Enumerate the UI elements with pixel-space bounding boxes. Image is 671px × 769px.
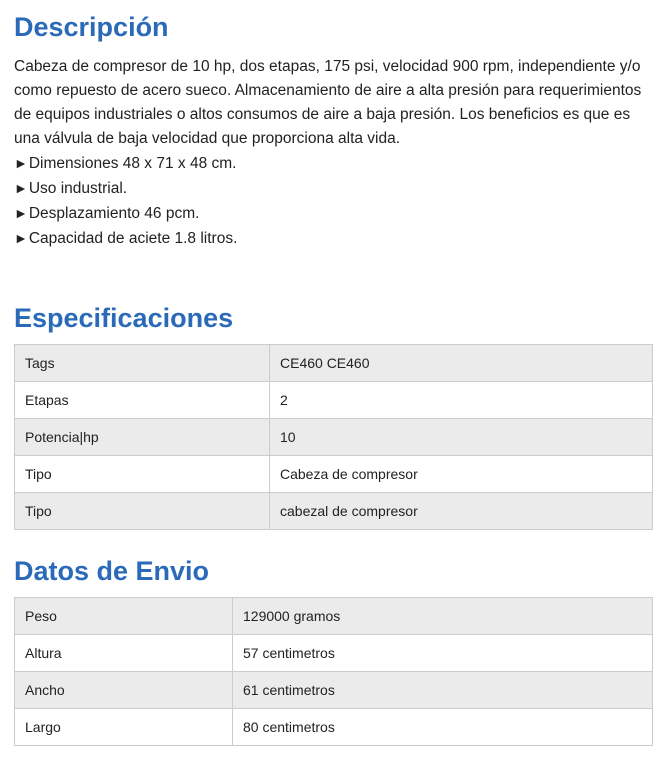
shipping-key: Ancho (15, 672, 233, 709)
spec-key: Etapas (15, 382, 270, 419)
spec-key: Tags (15, 345, 270, 382)
feature-text: Uso industrial. (28, 180, 128, 197)
table-row (15, 635, 653, 672)
feature-text: Capacidad de aciete 1.8 litros. (28, 230, 238, 247)
shipping-key: Peso (15, 598, 233, 635)
spec-value: CE460 CE460 (270, 345, 653, 382)
specifications-title: Especificaciones (14, 303, 234, 333)
feature-text: Dimensiones 48 x 71 x 48 cm. (28, 155, 237, 172)
table-row (15, 456, 653, 493)
spec-value: Cabeza de compresor (270, 456, 653, 493)
triangle-bullet-icon: ► (14, 205, 28, 221)
list-item (14, 176, 659, 201)
table-row (15, 709, 653, 746)
triangle-bullet-icon: ► (14, 180, 28, 196)
spec-key: Tipo (15, 456, 270, 493)
table-row (15, 419, 653, 456)
list-item (14, 226, 659, 251)
spec-value: 10 (270, 419, 653, 456)
feature-text: Desplazamiento 46 pcm. (28, 205, 200, 222)
list-item (14, 151, 659, 176)
spec-value: 2 (270, 382, 653, 419)
triangle-bullet-icon: ► (14, 155, 28, 171)
description-paragraph: Cabeza de compresor de 10 hp, dos etapas, 175 psi, velocidad 900 rpm, independiente y/o como repuesto de acero sueco. Almacenamiento de aire a alta presión para requerimientos de equipos industriales o altos consumos de aire a baja presión. Los beneficios es que es una válvula de baja velocidad que proporciona alta vida. (14, 58, 642, 147)
shipping-title: Datos de Envio (14, 556, 210, 586)
spec-key: Tipo (15, 493, 270, 530)
shipping-key: Largo (15, 709, 233, 746)
spec-key: Potencia|hp (15, 419, 270, 456)
shipping-value: 57 centimetros (233, 635, 653, 672)
table-row (15, 382, 653, 419)
shipping-table (14, 597, 653, 746)
shipping-value: 80 centimetros (233, 709, 653, 746)
description-body (14, 55, 659, 251)
shipping-key: Altura (15, 635, 233, 672)
shipping-value: 129000 gramos (233, 598, 653, 635)
table-row (15, 672, 653, 709)
triangle-bullet-icon: ► (14, 230, 28, 246)
table-row (15, 493, 653, 530)
table-row (15, 345, 653, 382)
spec-value: cabezal de compresor (270, 493, 653, 530)
specifications-table (14, 344, 653, 530)
description-title: Descripción (14, 12, 169, 42)
list-item (14, 201, 659, 226)
shipping-value: 61 centimetros (233, 672, 653, 709)
feature-list (14, 151, 659, 251)
table-row (15, 598, 653, 635)
